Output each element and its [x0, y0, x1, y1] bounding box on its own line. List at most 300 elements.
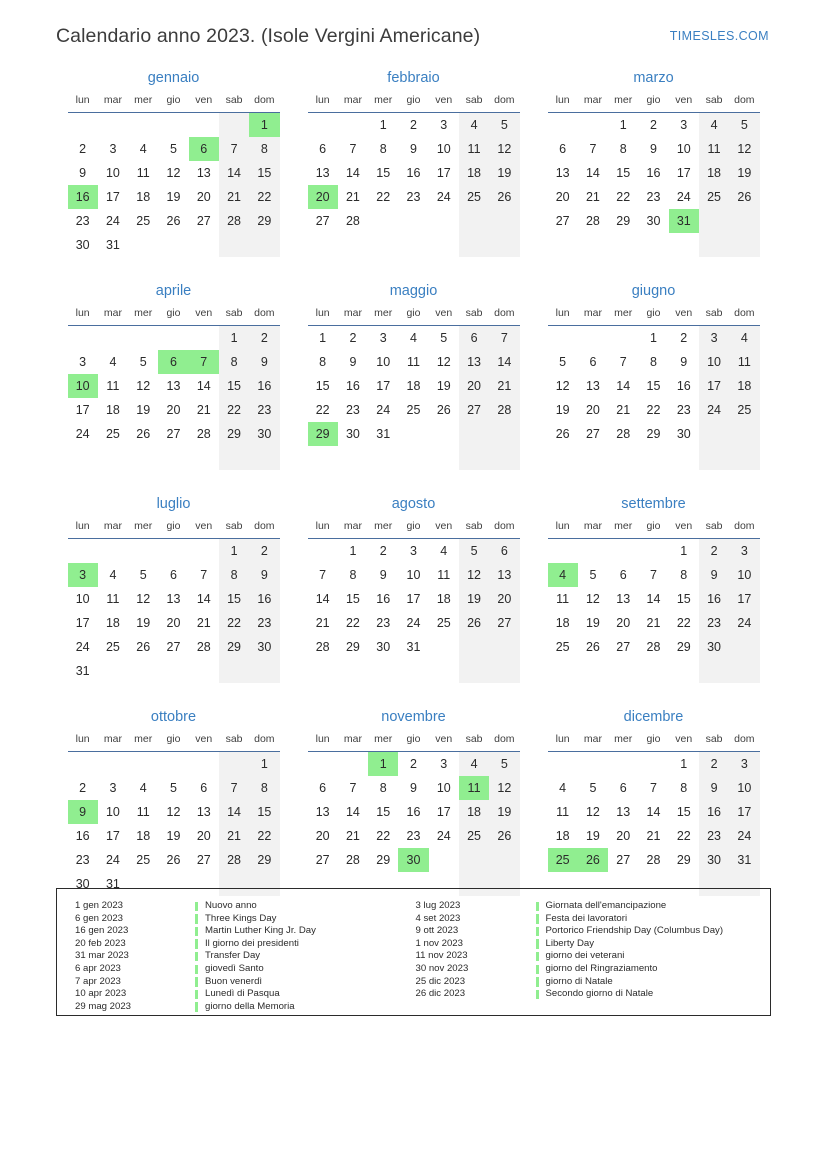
day-cell[interactable]: 14 — [219, 800, 249, 824]
day-cell[interactable]: 29 — [219, 635, 249, 659]
day-cell[interactable]: 17 — [105, 190, 120, 204]
day-cell[interactable]: 18 — [555, 829, 570, 843]
day-cell[interactable]: 9 — [410, 142, 417, 156]
day-cell[interactable]: 31 — [376, 427, 391, 441]
day-cell[interactable]: 3 — [440, 118, 448, 132]
day-cell[interactable]: 18 — [406, 379, 421, 393]
day-cell[interactable]: 19 — [585, 616, 600, 630]
day-cell[interactable]: 6 — [200, 781, 208, 795]
day-cell[interactable]: 28 — [219, 848, 249, 872]
day-cell[interactable]: 29 — [676, 853, 691, 867]
day-cell[interactable]: 3 — [68, 563, 98, 587]
day-cell[interactable]: 18 — [105, 403, 120, 417]
day-cell[interactable]: 11 — [459, 137, 489, 161]
day-cell[interactable]: 6 — [319, 142, 327, 156]
day-cell[interactable]: 26 — [459, 611, 489, 635]
day-cell[interactable]: 10 — [376, 355, 391, 369]
day-cell[interactable]: 24 — [376, 403, 391, 417]
day-cell[interactable]: 11 — [437, 568, 451, 582]
day-cell[interactable]: 25 — [105, 427, 120, 441]
day-cell[interactable]: 29 — [646, 427, 661, 441]
day-cell[interactable]: 4 — [559, 781, 567, 795]
day-cell[interactable]: 20 — [459, 374, 489, 398]
day-cell[interactable]: 25 — [136, 853, 151, 867]
day-cell[interactable]: 19 — [555, 403, 570, 417]
day-cell[interactable]: 11 — [136, 166, 150, 180]
day-cell[interactable]: 7 — [589, 142, 597, 156]
day-cell[interactable]: 31 — [105, 238, 120, 252]
day-cell[interactable]: 13 — [459, 350, 489, 374]
day-cell[interactable]: 23 — [699, 824, 729, 848]
day-cell[interactable]: 5 — [559, 355, 567, 369]
day-cell[interactable]: 2 — [699, 752, 729, 777]
day-cell[interactable]: 13 — [196, 805, 211, 819]
day-cell[interactable]: 17 — [75, 403, 90, 417]
day-cell[interactable]: 11 — [406, 355, 420, 369]
day-cell[interactable]: 3 — [680, 118, 688, 132]
day-cell[interactable]: 4 — [410, 331, 417, 345]
day-cell[interactable]: 23 — [676, 403, 691, 417]
day-cell[interactable]: 20 — [616, 616, 631, 630]
day-cell[interactable]: 21 — [616, 403, 631, 417]
day-cell[interactable]: 13 — [166, 379, 181, 393]
day-cell[interactable]: 27 — [166, 640, 181, 654]
day-cell[interactable]: 15 — [616, 166, 631, 180]
day-cell[interactable]: 8 — [680, 568, 688, 582]
day-cell[interactable]: 20 — [196, 190, 211, 204]
day-cell[interactable]: 15 — [219, 587, 249, 611]
day-cell[interactable]: 1 — [249, 752, 279, 777]
day-cell[interactable]: 16 — [406, 166, 421, 180]
day-cell[interactable]: 1 — [249, 113, 279, 138]
day-cell[interactable]: 19 — [489, 161, 519, 185]
day-cell[interactable]: 4 — [139, 781, 147, 795]
day-cell[interactable]: 12 — [166, 805, 181, 819]
day-cell[interactable]: 24 — [105, 853, 120, 867]
day-cell[interactable]: 2 — [410, 757, 417, 771]
day-cell[interactable]: 5 — [489, 752, 519, 777]
day-cell[interactable]: 2 — [379, 544, 387, 558]
site-brand[interactable]: TIMESLES.COM — [669, 29, 769, 43]
day-cell[interactable]: 11 — [459, 776, 489, 800]
day-cell[interactable]: 10 — [68, 374, 98, 398]
day-cell[interactable]: 21 — [315, 616, 330, 630]
day-cell[interactable]: 25 — [436, 616, 451, 630]
day-cell[interactable]: 10 — [436, 142, 451, 156]
day-cell[interactable]: 21 — [219, 824, 249, 848]
day-cell[interactable]: 23 — [75, 214, 90, 228]
day-cell[interactable]: 9 — [349, 355, 357, 369]
day-cell[interactable]: 21 — [646, 616, 661, 630]
day-cell[interactable]: 27 — [196, 214, 211, 228]
day-cell[interactable]: 27 — [555, 214, 570, 228]
day-cell[interactable]: 19 — [729, 161, 759, 185]
day-cell[interactable]: 27 — [196, 853, 211, 867]
day-cell[interactable]: 2 — [79, 142, 87, 156]
day-cell[interactable]: 25 — [729, 398, 759, 422]
day-cell[interactable]: 10 — [729, 563, 759, 587]
day-cell[interactable]: 21 — [345, 190, 360, 204]
day-cell[interactable]: 26 — [166, 853, 181, 867]
day-cell[interactable]: 9 — [650, 142, 657, 156]
day-cell[interactable]: 25 — [105, 640, 120, 654]
day-cell[interactable]: 8 — [379, 781, 387, 795]
day-cell[interactable]: 29 — [345, 640, 360, 654]
day-cell[interactable]: 15 — [646, 379, 661, 393]
day-cell[interactable]: 3 — [379, 331, 387, 345]
day-cell[interactable]: 14 — [345, 166, 360, 180]
day-cell[interactable]: 11 — [106, 592, 120, 606]
day-cell[interactable]: 6 — [619, 568, 627, 582]
day-cell[interactable]: 19 — [436, 379, 451, 393]
day-cell[interactable]: 1 — [650, 331, 657, 345]
day-cell[interactable]: 30 — [699, 635, 729, 659]
day-cell[interactable]: 28 — [196, 640, 211, 654]
day-cell[interactable]: 7 — [200, 568, 208, 582]
day-cell[interactable]: 18 — [459, 161, 489, 185]
day-cell[interactable]: 6 — [189, 137, 219, 161]
day-cell[interactable]: 11 — [699, 137, 729, 161]
day-cell[interactable]: 18 — [436, 592, 451, 606]
day-cell[interactable]: 7 — [349, 781, 357, 795]
day-cell[interactable]: 22 — [646, 403, 661, 417]
day-cell[interactable]: 7 — [489, 326, 519, 351]
day-cell[interactable]: 2 — [349, 331, 357, 345]
day-cell[interactable]: 30 — [75, 877, 90, 891]
day-cell[interactable]: 17 — [436, 805, 451, 819]
day-cell[interactable]: 29 — [249, 848, 279, 872]
day-cell[interactable]: 31 — [669, 209, 699, 233]
day-cell[interactable]: 15 — [219, 374, 249, 398]
day-cell[interactable]: 26 — [585, 640, 600, 654]
day-cell[interactable]: 15 — [676, 592, 691, 606]
day-cell[interactable]: 11 — [729, 350, 759, 374]
day-cell[interactable]: 1 — [319, 331, 327, 345]
day-cell[interactable]: 1 — [680, 544, 688, 558]
day-cell[interactable]: 19 — [459, 587, 489, 611]
day-cell[interactable]: 25 — [459, 185, 489, 209]
day-cell[interactable]: 9 — [699, 563, 729, 587]
day-cell[interactable]: 21 — [646, 829, 661, 843]
day-cell[interactable]: 5 — [589, 781, 597, 795]
day-cell[interactable]: 13 — [315, 805, 330, 819]
day-cell[interactable]: 6 — [489, 539, 519, 564]
day-cell[interactable]: 30 — [398, 848, 428, 872]
day-cell[interactable]: 5 — [170, 781, 177, 795]
day-cell[interactable]: 22 — [345, 616, 360, 630]
day-cell[interactable]: 19 — [166, 829, 181, 843]
day-cell[interactable]: 2 — [79, 781, 87, 795]
day-cell[interactable]: 21 — [196, 616, 211, 630]
day-cell[interactable]: 22 — [376, 190, 391, 204]
day-cell[interactable]: 4 — [139, 142, 147, 156]
day-cell[interactable]: 9 — [249, 350, 279, 374]
day-cell[interactable]: 15 — [249, 161, 279, 185]
day-cell[interactable]: 18 — [729, 374, 759, 398]
day-cell[interactable]: 21 — [219, 185, 249, 209]
day-cell[interactable]: 28 — [646, 640, 661, 654]
day-cell[interactable]: 15 — [676, 805, 691, 819]
day-cell[interactable]: 8 — [650, 355, 657, 369]
day-cell[interactable]: 12 — [489, 776, 519, 800]
day-cell[interactable]: 7 — [650, 568, 657, 582]
day-cell[interactable]: 18 — [699, 161, 729, 185]
day-cell[interactable]: 23 — [406, 190, 421, 204]
day-cell[interactable]: 16 — [345, 379, 360, 393]
day-cell[interactable]: 16 — [676, 379, 691, 393]
day-cell[interactable]: 9 — [68, 800, 98, 824]
day-cell[interactable]: 5 — [139, 355, 147, 369]
day-cell[interactable]: 16 — [699, 587, 729, 611]
day-cell[interactable]: 12 — [436, 355, 451, 369]
day-cell[interactable]: 10 — [105, 805, 120, 819]
day-cell[interactable]: 19 — [489, 800, 519, 824]
day-cell[interactable]: 7 — [349, 142, 357, 156]
day-cell[interactable]: 17 — [729, 587, 759, 611]
day-cell[interactable]: 4 — [729, 326, 759, 351]
day-cell[interactable]: 20 — [489, 587, 519, 611]
day-cell[interactable]: 12 — [489, 137, 519, 161]
day-cell[interactable]: 8 — [680, 781, 688, 795]
day-cell[interactable]: 24 — [105, 214, 120, 228]
day-cell[interactable]: 4 — [109, 568, 117, 582]
day-cell[interactable]: 20 — [616, 829, 631, 843]
day-cell[interactable]: 26 — [166, 214, 181, 228]
day-cell[interactable]: 1 — [349, 544, 357, 558]
day-cell[interactable]: 1 — [219, 326, 249, 351]
day-cell[interactable]: 1 — [368, 752, 398, 777]
day-cell[interactable]: 2 — [650, 118, 657, 132]
day-cell[interactable]: 2 — [410, 118, 417, 132]
day-cell[interactable]: 11 — [106, 379, 120, 393]
day-cell[interactable]: 12 — [585, 805, 600, 819]
day-cell[interactable]: 8 — [249, 137, 279, 161]
day-cell[interactable]: 5 — [170, 142, 177, 156]
day-cell[interactable]: 16 — [68, 185, 98, 209]
day-cell[interactable]: 26 — [489, 185, 519, 209]
day-cell[interactable]: 28 — [585, 214, 600, 228]
day-cell[interactable]: 24 — [75, 427, 90, 441]
day-cell[interactable]: 3 — [699, 326, 729, 351]
day-cell[interactable]: 7 — [619, 355, 627, 369]
day-cell[interactable]: 23 — [249, 398, 279, 422]
day-cell[interactable]: 14 — [196, 379, 211, 393]
day-cell[interactable]: 17 — [376, 379, 391, 393]
day-cell[interactable]: 2 — [680, 331, 688, 345]
day-cell[interactable]: 4 — [459, 113, 489, 138]
day-cell[interactable]: 3 — [109, 781, 117, 795]
day-cell[interactable]: 25 — [699, 185, 729, 209]
day-cell[interactable]: 28 — [345, 853, 360, 867]
day-cell[interactable]: 17 — [729, 800, 759, 824]
day-cell[interactable]: 8 — [249, 776, 279, 800]
day-cell[interactable]: 20 — [315, 829, 330, 843]
day-cell[interactable]: 16 — [249, 587, 279, 611]
day-cell[interactable]: 29 — [676, 640, 691, 654]
day-cell[interactable]: 12 — [555, 379, 570, 393]
day-cell[interactable]: 22 — [616, 190, 631, 204]
day-cell[interactable]: 28 — [315, 640, 330, 654]
day-cell[interactable]: 28 — [196, 427, 211, 441]
day-cell[interactable]: 4 — [699, 113, 729, 138]
day-cell[interactable]: 18 — [136, 190, 151, 204]
day-cell[interactable]: 14 — [219, 161, 249, 185]
day-cell[interactable]: 9 — [680, 355, 688, 369]
day-cell[interactable]: 15 — [376, 805, 391, 819]
day-cell[interactable]: 22 — [219, 611, 249, 635]
day-cell[interactable]: 17 — [406, 592, 421, 606]
day-cell[interactable]: 17 — [436, 166, 451, 180]
day-cell[interactable]: 29 — [308, 422, 338, 446]
day-cell[interactable]: 31 — [105, 877, 120, 891]
day-cell[interactable]: 13 — [196, 166, 211, 180]
day-cell[interactable]: 10 — [729, 776, 759, 800]
day-cell[interactable]: 5 — [139, 568, 147, 582]
day-cell[interactable]: 22 — [315, 403, 330, 417]
day-cell[interactable]: 8 — [349, 568, 357, 582]
day-cell[interactable]: 3 — [410, 544, 417, 558]
day-cell[interactable]: 30 — [646, 214, 661, 228]
day-cell[interactable]: 10 — [436, 781, 451, 795]
day-cell[interactable]: 20 — [196, 829, 211, 843]
day-cell[interactable]: 24 — [676, 190, 691, 204]
day-cell[interactable]: 14 — [646, 805, 661, 819]
day-cell[interactable]: 16 — [376, 592, 391, 606]
day-cell[interactable]: 20 — [166, 616, 181, 630]
day-cell[interactable]: 24 — [75, 640, 90, 654]
day-cell[interactable]: 14 — [315, 592, 330, 606]
day-cell[interactable]: 14 — [489, 350, 519, 374]
day-cell[interactable]: 16 — [75, 829, 90, 843]
day-cell[interactable]: 22 — [376, 829, 391, 843]
day-cell[interactable]: 12 — [166, 166, 181, 180]
day-cell[interactable]: 4 — [440, 544, 448, 558]
day-cell[interactable]: 14 — [646, 592, 661, 606]
day-cell[interactable]: 5 — [589, 568, 597, 582]
day-cell[interactable]: 17 — [676, 166, 691, 180]
day-cell[interactable]: 27 — [166, 427, 181, 441]
day-cell[interactable]: 8 — [219, 350, 249, 374]
day-cell[interactable]: 8 — [319, 355, 327, 369]
day-cell[interactable]: 2 — [699, 539, 729, 564]
day-cell[interactable]: 31 — [75, 664, 90, 678]
day-cell[interactable]: 19 — [136, 403, 151, 417]
day-cell[interactable]: 17 — [75, 616, 90, 630]
day-cell[interactable]: 9 — [379, 568, 387, 582]
day-cell[interactable]: 10 — [75, 592, 90, 606]
day-cell[interactable]: 15 — [376, 166, 391, 180]
day-cell[interactable]: 30 — [75, 238, 90, 252]
day-cell[interactable]: 27 — [459, 398, 489, 422]
day-cell[interactable]: 3 — [109, 142, 117, 156]
day-cell[interactable]: 29 — [376, 853, 391, 867]
day-cell[interactable]: 4 — [548, 563, 578, 587]
day-cell[interactable]: 9 — [410, 781, 417, 795]
day-cell[interactable]: 8 — [379, 142, 387, 156]
day-cell[interactable]: 21 — [489, 374, 519, 398]
day-cell[interactable]: 3 — [79, 355, 87, 369]
day-cell[interactable]: 13 — [585, 379, 600, 393]
day-cell[interactable]: 28 — [219, 209, 249, 233]
day-cell[interactable]: 27 — [616, 640, 631, 654]
day-cell[interactable]: 2 — [249, 326, 279, 351]
day-cell[interactable]: 24 — [406, 616, 421, 630]
day-cell[interactable]: 26 — [436, 403, 451, 417]
day-cell[interactable]: 2 — [249, 539, 279, 564]
day-cell[interactable]: 5 — [459, 539, 489, 564]
day-cell[interactable]: 14 — [616, 379, 631, 393]
day-cell[interactable]: 25 — [548, 848, 578, 872]
day-cell[interactable]: 22 — [676, 616, 691, 630]
day-cell[interactable]: 1 — [379, 118, 387, 132]
day-cell[interactable]: 6 — [459, 326, 489, 351]
day-cell[interactable]: 22 — [249, 185, 279, 209]
day-cell[interactable]: 31 — [406, 640, 421, 654]
day-cell[interactable]: 13 — [555, 166, 570, 180]
day-cell[interactable]: 6 — [589, 355, 597, 369]
day-cell[interactable]: 16 — [646, 166, 661, 180]
day-cell[interactable]: 23 — [345, 403, 360, 417]
day-cell[interactable]: 9 — [699, 776, 729, 800]
day-cell[interactable]: 18 — [555, 616, 570, 630]
day-cell[interactable]: 27 — [585, 427, 600, 441]
day-cell[interactable]: 24 — [436, 829, 451, 843]
day-cell[interactable]: 29 — [249, 209, 279, 233]
day-cell[interactable]: 21 — [196, 403, 211, 417]
day-cell[interactable]: 13 — [616, 592, 631, 606]
day-cell[interactable]: 26 — [729, 185, 759, 209]
day-cell[interactable]: 1 — [219, 539, 249, 564]
day-cell[interactable]: 21 — [585, 190, 600, 204]
day-cell[interactable]: 19 — [136, 616, 151, 630]
day-cell[interactable]: 16 — [406, 805, 421, 819]
day-cell[interactable]: 25 — [459, 824, 489, 848]
day-cell[interactable]: 30 — [376, 640, 391, 654]
day-cell[interactable]: 30 — [249, 635, 279, 659]
day-cell[interactable]: 30 — [676, 427, 691, 441]
day-cell[interactable]: 24 — [436, 190, 451, 204]
day-cell[interactable]: 25 — [406, 403, 421, 417]
day-cell[interactable]: 3 — [729, 539, 759, 564]
day-cell[interactable]: 26 — [136, 640, 151, 654]
day-cell[interactable]: 11 — [556, 805, 570, 819]
day-cell[interactable]: 26 — [136, 427, 151, 441]
day-cell[interactable]: 24 — [729, 611, 759, 635]
day-cell[interactable]: 4 — [459, 752, 489, 777]
day-cell[interactable]: 23 — [376, 616, 391, 630]
day-cell[interactable]: 7 — [189, 350, 219, 374]
day-cell[interactable]: 27 — [315, 214, 330, 228]
day-cell[interactable]: 28 — [489, 398, 519, 422]
day-cell[interactable]: 19 — [585, 829, 600, 843]
day-cell[interactable]: 20 — [166, 403, 181, 417]
day-cell[interactable]: 20 — [585, 403, 600, 417]
day-cell[interactable]: 12 — [585, 592, 600, 606]
day-cell[interactable]: 6 — [158, 350, 188, 374]
day-cell[interactable]: 15 — [345, 592, 360, 606]
day-cell[interactable]: 24 — [729, 824, 759, 848]
day-cell[interactable]: 22 — [219, 398, 249, 422]
day-cell[interactable]: 9 — [249, 563, 279, 587]
day-cell[interactable]: 16 — [249, 374, 279, 398]
day-cell[interactable]: 30 — [345, 427, 360, 441]
day-cell[interactable]: 22 — [676, 829, 691, 843]
day-cell[interactable]: 11 — [556, 592, 570, 606]
day-cell[interactable]: 4 — [109, 355, 117, 369]
day-cell[interactable]: 13 — [166, 592, 181, 606]
day-cell[interactable]: 17 — [699, 374, 729, 398]
day-cell[interactable]: 10 — [406, 568, 421, 582]
